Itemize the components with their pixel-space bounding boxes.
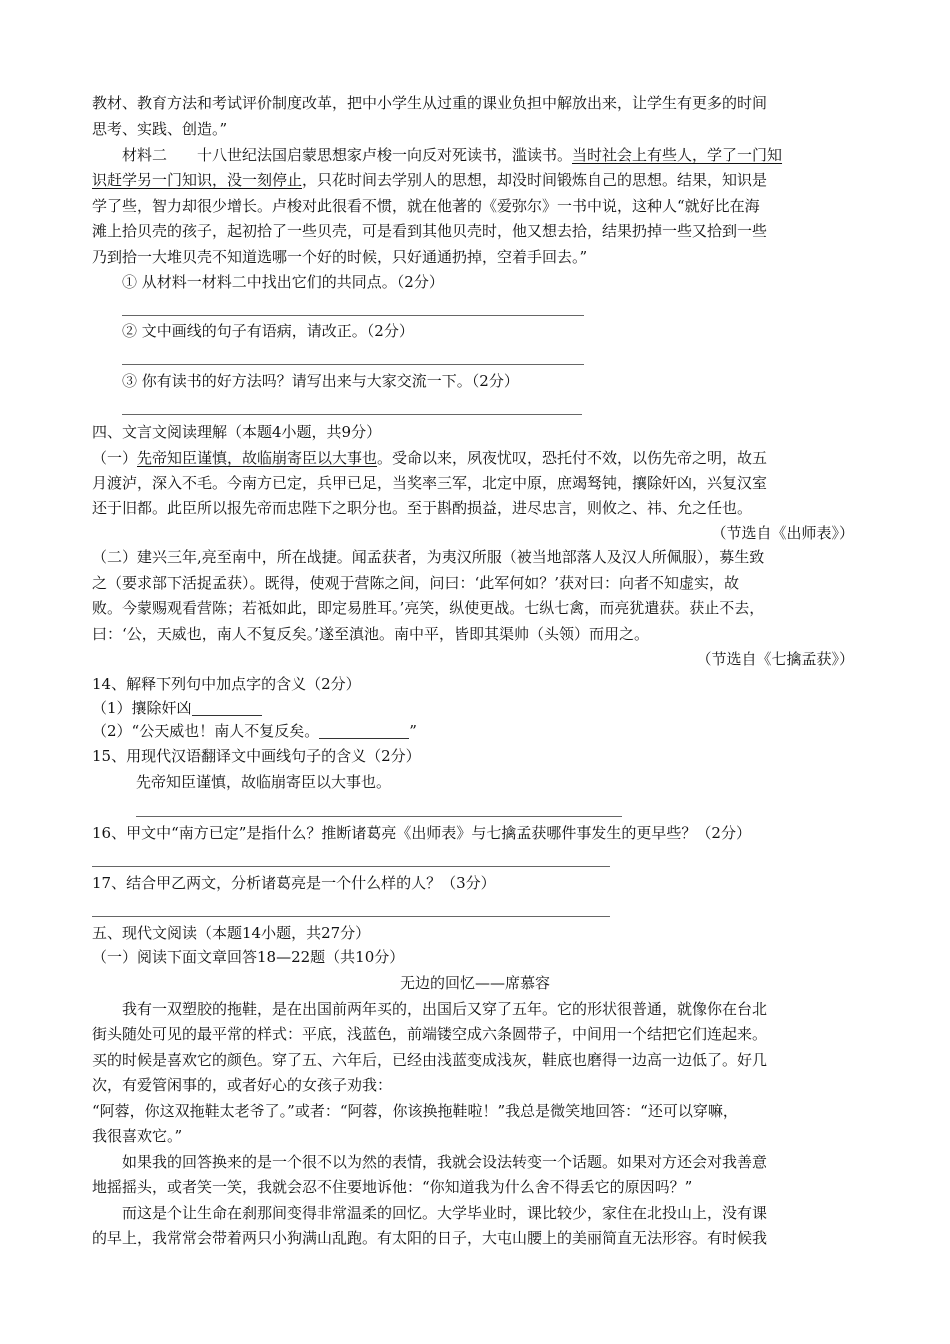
section-four-heading: 四、文言文阅读理解（本题4小题，共9分） — [92, 423, 382, 441]
text-segment: 材料二 十八世纪法国启蒙思想家卢梭一向反对死读书，滥读书。 — [122, 146, 573, 164]
question-16: 16、甲文中“南方已定”是指什么？推断诸葛亮《出师表》与七擒孟获哪件事发生的更早些？（2分） — [92, 824, 751, 842]
material-two-line — [122, 148, 782, 163]
source-note: （节选自《出师表》） — [711, 524, 854, 542]
underlined-sentence: 先帝知臣谨慎，故临崩寄臣以大事也 — [137, 449, 378, 467]
question-2: ② 文中画线的句子有语病，请改正。（2分） — [122, 322, 414, 340]
text-line: 地摇摇头，或者笑一笑，我就会忍不住要地诉他：“你知道我为什么舍不得丢它的原因吗？” — [92, 1178, 693, 1196]
answer-line[interactable] — [122, 364, 584, 365]
text-line: 街头随处可见的最平常的样式：平底，浅蓝色，前端镂空成六条圆带子，中间用一个结把它们连起来。 — [92, 1025, 768, 1043]
text-line — [92, 173, 767, 188]
question-14-1 — [92, 700, 262, 716]
text-line: 学了些，智力却很少增长。卢梭对此很看不惯，就在他著的《爱弥尔》一书中说，这种人“就好比在海 — [92, 197, 760, 215]
text-line: 教材、教育方法和考试评价制度改革，把中小学生从过重的课业负担中解放出来，让学生有更多的时间 — [92, 94, 768, 112]
text-line: 思考、实践、创造。” — [92, 120, 228, 138]
answer-line[interactable] — [136, 816, 622, 817]
text-segment: （2）“公天威也！南人不复反矣。 — [92, 722, 320, 740]
question-17: 17、结合甲乙两文，分析诸葛亮是一个什么样的人？（3分） — [92, 874, 496, 892]
text-line: “阿蓉，你这双拖鞋太老爷了。”或者：“阿蓉，你该换拖鞋啦！”我总是微笑地回答：“还可以穿嘛， — [92, 1102, 738, 1120]
answer-blank[interactable] — [319, 723, 409, 739]
translation-sentence: 先帝知臣谨慎，故临崩寄臣以大事也。 — [136, 773, 392, 791]
text-line: 买的时候是喜欢它的颜色。穿了五、六年后，已经由浅蓝变成浅灰，鞋底也磨得一边高一边低了。好几 — [92, 1051, 768, 1069]
question-14-2 — [92, 723, 417, 739]
text-line: 败。今蒙赐观看营陈；若祗如此，即定易胜耳。’亮笑，纵使更战。七纵七禽，而亮犹遣获。获止不去， — [92, 599, 765, 617]
answer-line[interactable] — [122, 414, 582, 415]
text-line: 滩上拾贝壳的孩子，起初拾了一些贝壳，可是看到其他贝壳时，他又想去拾，结果扔掉一些又拾到一些 — [92, 222, 768, 240]
text-line: 乃到拾一大堆贝壳不知道选哪一个好的时候，只好通通扔掉，空着手回去。” — [92, 248, 588, 266]
answer-line[interactable] — [92, 866, 610, 867]
text-segment: （一） — [92, 449, 138, 467]
underlined-sentence: 当时社会上有些人，学了一门知 — [572, 146, 783, 164]
text-line: 如果我的回答换来的是一个很不以为然的表情，我就会设法转变一个话题。如果对方还会对我善意 — [122, 1153, 768, 1171]
article-title: 无边的回忆——席慕容 — [399, 974, 550, 992]
answer-line[interactable] — [92, 916, 610, 917]
text-segment: ” — [409, 722, 417, 740]
text-line: （二）建兴三年,亮至南中，所在战捷。闻孟获者，为夷汉所服（被当地部落人及汉人所佩服），募生致 — [92, 548, 765, 566]
source-note: （节选自《七擒孟获》） — [696, 650, 854, 668]
answer-line[interactable] — [122, 315, 584, 316]
text-line: 次，有爱管闲事的，或者好心的女孩子劝我： — [92, 1076, 393, 1094]
text-line — [92, 451, 767, 466]
question-1: ① 从材料一材料二中找出它们的共同点。（2分） — [122, 273, 444, 291]
text-line: 我很喜欢它。” — [92, 1127, 183, 1145]
question-3: ③ 你有读书的好方法吗？请写出来与大家交流一下。（2分） — [122, 372, 519, 390]
text-line: 而这是个让生命在刹那间变得非常温柔的回忆。大学毕业时，课比较少，家住在北投山上，没有课 — [122, 1204, 768, 1222]
text-segment: （1）攘除奸凶 — [92, 699, 192, 717]
text-line: 的早上，我常常会带着两只小狗满山乱跑。有太阳的日子，大屯山腰上的美丽简直无法形容。有时候我 — [92, 1229, 768, 1247]
text-line: 之（要求部下活捉孟获）。既得，使观于营陈之间，问曰：‘此军何如？’获对曰：向者不知虚实，故 — [92, 574, 740, 592]
text-line: 曰：‘公，天威也，南人不复反矣。’遂至滇池。南中平，皆即其渠帅（头领）而用之。 — [92, 625, 650, 643]
text-segment: ，只花时间去学别人的思想，却没时间锻炼自己的思想。结果，知识是 — [302, 171, 768, 189]
underlined-sentence: 识赶学另一门知识，没一刻停止 — [92, 171, 303, 189]
question-14: 14、解释下列句中加点字的含义（2分） — [92, 675, 361, 693]
subsection-heading: （一）阅读下面文章回答18—22题（共10分） — [92, 948, 405, 966]
text-line: 月渡泸，深入不毛。今南方已定，兵甲已足，当奖率三军，北定中原，庶竭驽钝，攘除奸凶，兴复汉室 — [92, 474, 768, 492]
text-segment: 。受命以来，夙夜忧叹，恐托付不效，以伤先帝之明，故五 — [377, 449, 768, 467]
question-15: 15、用现代汉语翻译文中画线句子的含义（2分） — [92, 747, 421, 765]
text-line: 我有一双塑胶的拖鞋，是在出国前两年买的，出国后又穿了五年。它的形状很普通，就像你在台北 — [122, 1000, 768, 1018]
answer-blank[interactable] — [192, 700, 262, 716]
section-five-heading: 五、现代文阅读（本题14小题，共27分） — [92, 924, 371, 942]
text-line: 还于旧都。此臣所以报先帝而忠陛下之职分也。至于斟酌损益，进尽忠言，则攸之、祎、允之任也。 — [92, 499, 753, 517]
